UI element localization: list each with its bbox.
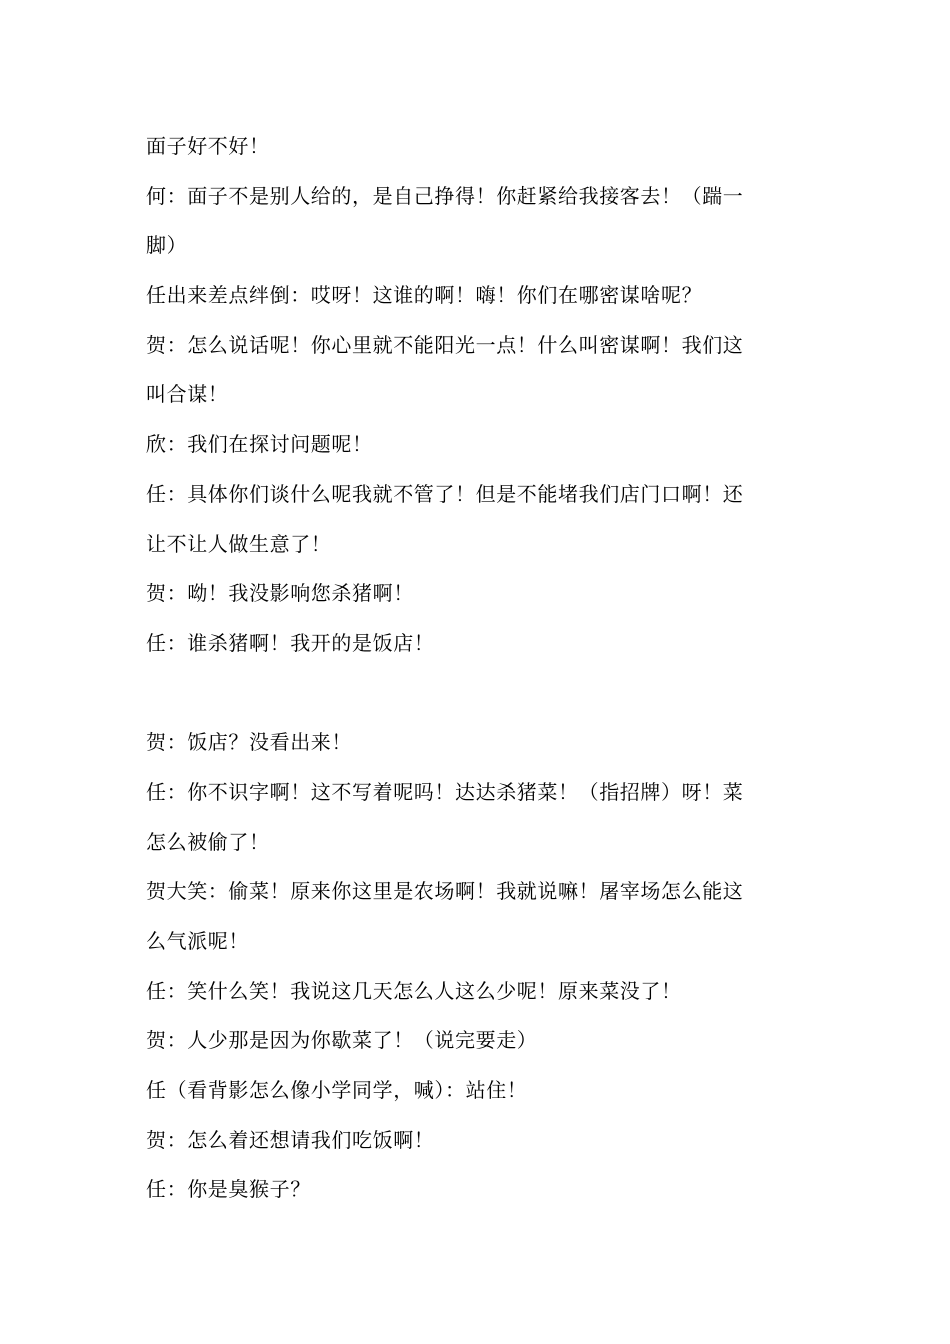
text-line: 任：具体你们谈什么呢我就不管了！但是不能堵我们店门口啊！还 bbox=[146, 481, 744, 506]
text-line: 任：你是臭猴子？ bbox=[146, 1177, 311, 1202]
text-line: 任（看背影怎么像小学同学，喊）：站住！ bbox=[146, 1078, 528, 1103]
text-line: 何：面子不是别人给的，是自己挣得！你赶紧给我接客去！（踹一 bbox=[146, 183, 744, 208]
script-text bbox=[146, 122, 796, 1215]
text-line: 贺：人少那是因为你歇菜了！（说完要走） bbox=[146, 1028, 538, 1053]
text-line: 欣：我们在探讨问题呢！ bbox=[146, 432, 373, 457]
text-line: 贺大笑：偷菜！原来你这里是农场啊！我就说嘛！屠宰场怎么能这 bbox=[146, 879, 744, 904]
text-line: 任出来差点绊倒：哎呀！这谁的啊！嗨！你们在哪密谋啥呢？ bbox=[146, 283, 703, 308]
text-line: 贺：饭店？没看出来！ bbox=[146, 730, 352, 755]
text-line: 让不让人做生意了！ bbox=[146, 531, 332, 556]
text-line: 任：你不识字啊！这不写着呢吗！达达杀猪菜！（指招牌）呀！菜 bbox=[146, 779, 744, 804]
text-line: 贺：怎么着还想请我们吃饭啊！ bbox=[146, 1127, 435, 1152]
text-line: 贺：怎么说话呢！你心里就不能阳光一点！什么叫密谋啊！我们这 bbox=[146, 332, 744, 357]
text-line: 任：笑什么笑！我说这几天怎么人这么少呢！原来菜没了！ bbox=[146, 978, 682, 1003]
text-line: 任：谁杀猪啊！我开的是饭店！ bbox=[146, 630, 435, 655]
text-line: 脚） bbox=[146, 233, 188, 258]
text-line: 面子好不好！ bbox=[146, 134, 270, 158]
text-line: 怎么被偷了！ bbox=[146, 829, 270, 854]
paragraph-gap bbox=[146, 669, 796, 719]
text-line: 么气派呢！ bbox=[146, 929, 249, 953]
text-line: 叫合谋！ bbox=[146, 382, 229, 407]
text-line: 贺：呦！我没影响您杀猪啊！ bbox=[146, 581, 414, 606]
